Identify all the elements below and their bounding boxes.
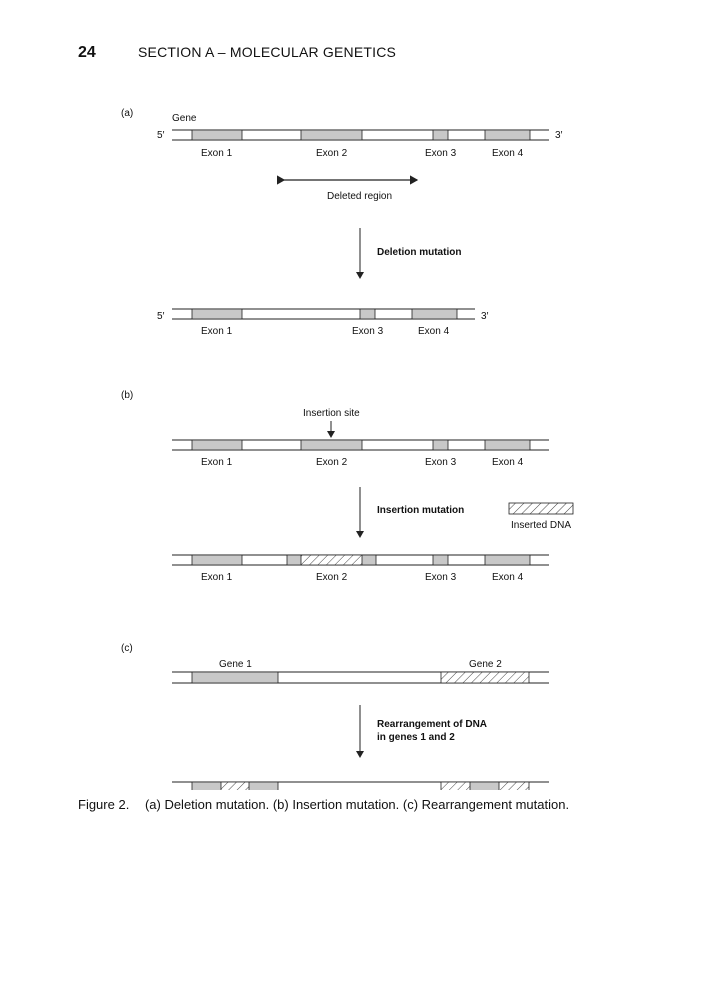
exon-3-box [433, 555, 448, 565]
panel-b-label: (b) [121, 390, 134, 401]
exon-1-box [192, 440, 242, 450]
exon-2-box [301, 130, 362, 140]
gene-a-strand [172, 130, 549, 140]
exon-label: Exon 2 [316, 457, 348, 468]
rearranged-genes-strand [172, 782, 549, 790]
inserted-dna-legend-swatch [509, 503, 573, 514]
exon-label: Exon 1 [201, 326, 233, 337]
exon-label: Exon 1 [201, 572, 233, 583]
three-prime-label: 3′ [481, 311, 489, 322]
insertion-mutation-label: Insertion mutation [377, 505, 465, 516]
gene-2-box [441, 672, 529, 683]
gene-1-label: Gene 1 [219, 659, 252, 670]
exon-3-box [433, 130, 448, 140]
five-prime-label: 5′ [157, 311, 165, 322]
swapped-gene-1-segment [470, 782, 499, 790]
exon-4-box [485, 130, 530, 140]
exon-label: Exon 3 [352, 326, 384, 337]
genes-c-strand [172, 672, 549, 683]
inserted-dna-segment [301, 555, 362, 565]
gene-label: Gene [172, 113, 197, 124]
deleted-region-label: Deleted region [327, 191, 393, 202]
panel-c-label: (c) [121, 643, 133, 654]
exon-3-box [433, 440, 448, 450]
exon-2-box [301, 440, 362, 450]
gene-b-strand [172, 440, 549, 450]
exon-4-box [485, 440, 530, 450]
rearrangement-label-line1: Rearrangement of DNA [377, 719, 488, 730]
exon-label: Exon 2 [316, 572, 348, 583]
exon-3-box [360, 309, 375, 319]
inserted-dna-label: Inserted DNA [511, 520, 572, 531]
exon-4-box [412, 309, 457, 319]
figure-caption-text: (a) Deletion mutation. (b) Insertion mutation. (c) Rearrangement mutation. [144, 797, 570, 812]
exon-label: Exon 2 [316, 148, 348, 159]
deletion-mutation-label: Deletion mutation [377, 247, 462, 258]
exon-label: Exon 1 [201, 148, 233, 159]
exon-1-box [192, 309, 242, 319]
exon-label: Exon 3 [425, 457, 457, 468]
exon-label: Exon 4 [492, 148, 524, 159]
exon-1-box [192, 130, 242, 140]
exon-label: Exon 1 [201, 457, 233, 468]
gene-1-box [192, 672, 278, 683]
figure-caption [78, 797, 569, 812]
gene-2-label: Gene 2 [469, 659, 502, 670]
three-prime-label: 3′ [555, 130, 563, 141]
exon-label: Exon 4 [418, 326, 450, 337]
section-title: SECTION A – MOLECULAR GENETICS [138, 44, 397, 60]
inserted-gene-strand [172, 555, 549, 565]
exon-label: Exon 3 [425, 148, 457, 159]
exon-4-box [485, 555, 530, 565]
insertion-site-label: Insertion site [303, 408, 360, 419]
panel-a-label: (a) [121, 108, 134, 119]
exon-label: Exon 3 [425, 572, 457, 583]
five-prime-label: 5′ [157, 130, 165, 141]
exon-label: Exon 4 [492, 457, 524, 468]
exon-label: Exon 4 [492, 572, 524, 583]
figure-label: Figure 2. [78, 797, 130, 812]
exon-1-box [192, 555, 242, 565]
swapped-gene-2-segment [221, 782, 249, 790]
deleted-gene-strand [172, 309, 475, 319]
rearrangement-label-line2: in genes 1 and 2 [377, 732, 455, 743]
page-number: 24 [78, 44, 96, 61]
